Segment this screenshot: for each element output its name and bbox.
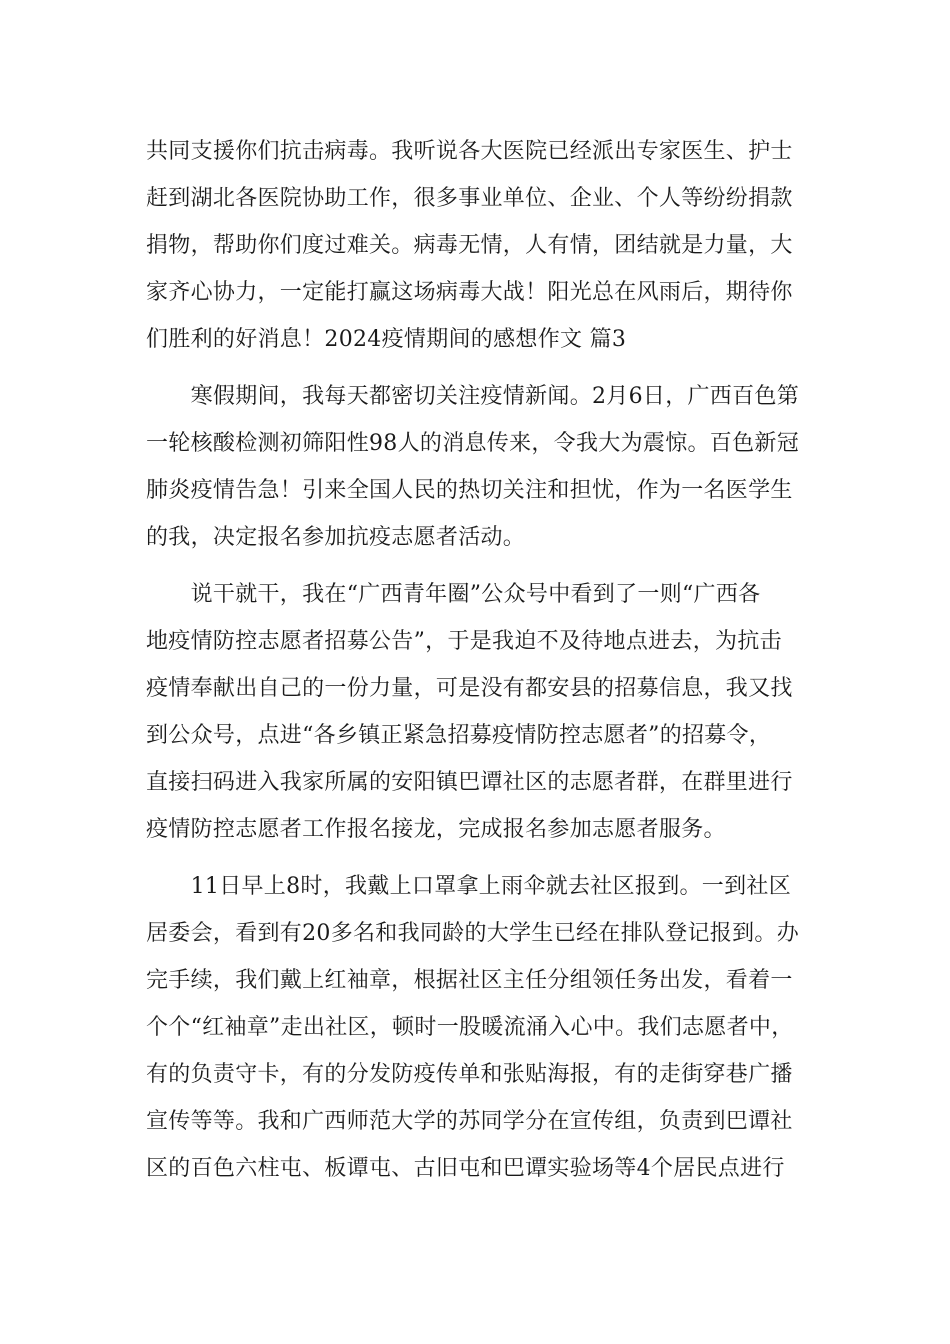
text-line: 共同支援你们抗击病毒。我听说各大医院已经派出专家医生、护士	[146, 139, 793, 164]
text-line: 疫情奉献出自己的一份力量，可是没有都安县的招募信息，我又找	[146, 676, 793, 701]
text-line: 说干就干，我在“广西青年圈”公众号中看到了一则“广西各	[146, 582, 761, 607]
text-line: 个个“红袖章”走出社区，顿时一股暖流涌入心中。我们志愿者中，	[146, 1015, 794, 1040]
text-line: 寒假期间，我每天都密切关注疫情新闻。2月6日，广西百色第	[146, 384, 799, 409]
text-line: 们胜利的好消息！2024疫情期间的感想作文 篇3	[146, 327, 627, 352]
text-line: 有的负责守卡，有的分发防疫传单和张贴海报，有的走街穿巷广播	[146, 1062, 793, 1087]
text-line: 家齐心协力，一定能打赢这场病毒大战！阳光总在风雨后，期待你	[146, 280, 793, 305]
paragraph-spacer	[146, 853, 826, 863]
text-line: 赶到湖北各医院协助工作，很多事业单位、企业、个人等纷纷捐款	[146, 186, 793, 211]
text-line: 区的百色六柱屯、板谭屯、古旧屯和巴谭实验场等4个居民点进行	[146, 1156, 785, 1181]
paragraph-spacer	[146, 561, 826, 571]
document-body	[146, 128, 826, 1192]
text-line: 居委会，看到有20多名和我同龄的大学生已经在排队登记报到。办	[146, 921, 799, 946]
paragraph	[146, 128, 826, 363]
text-line: 一轮核酸检测初筛阳性98人的消息传来，令我大为震惊。百色新冠	[146, 431, 799, 456]
paragraph	[146, 571, 826, 853]
paragraph	[146, 863, 826, 1192]
text-line: 11日早上8时，我戴上口罩拿上雨伞就去社区报到。一到社区	[146, 874, 791, 899]
paragraph-spacer	[146, 363, 826, 373]
text-line: 疫情防控志愿者工作报名接龙，完成报名参加志愿者服务。	[146, 817, 726, 842]
paragraph	[146, 373, 826, 561]
text-line: 直接扫码进入我家所属的安阳镇巴谭社区的志愿者群，在群里进行	[146, 770, 793, 795]
text-line: 捐物，帮助你们度过难关。病毒无情，人有情，团结就是力量，大	[146, 233, 793, 258]
text-line: 地疫情防控志愿者招募公告”，于是我迫不及待地点进去，为抗击	[146, 629, 782, 654]
text-line: 肺炎疫情告急！引来全国人民的热切关注和担忧，作为一名医学生	[146, 478, 793, 503]
text-line: 的我，决定报名参加抗疫志愿者活动。	[146, 525, 526, 550]
text-line: 宣传等等。我和广西师范大学的苏同学分在宣传组，负责到巴谭社	[146, 1109, 793, 1134]
text-line: 到公众号，点进“各乡镇正紧急招募疫情防控志愿者”的招募令，	[146, 723, 772, 748]
text-line: 完手续，我们戴上红袖章，根据社区主任分组领任务出发，看着一	[146, 968, 793, 993]
